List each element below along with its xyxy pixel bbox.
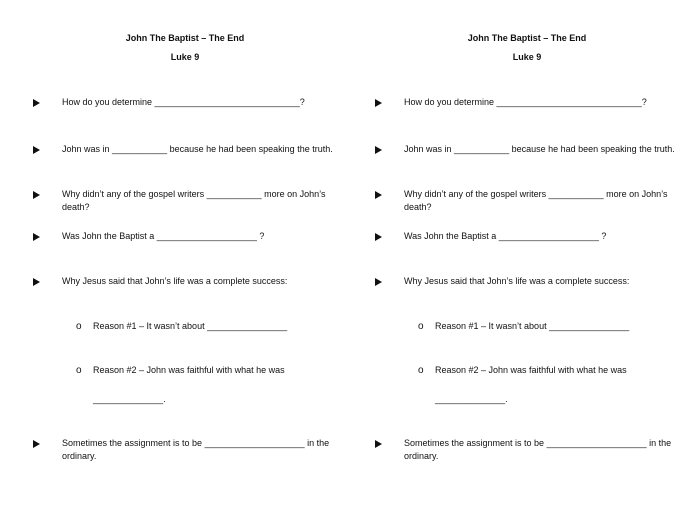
reason-blank: ______________. — [435, 394, 508, 404]
question-text: Why didn’t any of the gospel writers ___________ more on John’s death? — [62, 189, 326, 212]
circle-bullet-icon: o — [418, 365, 424, 376]
question-text: John was in ___________ because he had been speaking the truth. — [62, 144, 333, 154]
arrow-bullet-icon — [375, 232, 385, 242]
question-text: How do you determine _____________________________? — [404, 97, 647, 107]
worksheet-page-right — [342, 0, 684, 529]
question-text: Sometimes the assignment is to be ____________________ in the ordinary. — [62, 438, 330, 461]
arrow-bullet-icon — [375, 439, 385, 449]
arrow-bullet-icon — [375, 277, 385, 287]
arrow-bullet-icon — [375, 190, 385, 200]
worksheet-title: John The Baptist – The End — [467, 33, 587, 43]
reason-text: Reason #1 – It wasn’t about ________________ — [435, 321, 630, 331]
arrow-bullet-icon — [375, 98, 385, 108]
question-text: Why Jesus said that John’s life was a complete success: — [404, 276, 630, 286]
arrow-bullet-icon — [33, 190, 43, 200]
reason-text: Reason #2 – John was faithful with what he was — [435, 365, 627, 375]
circle-bullet-icon: o — [418, 321, 424, 332]
worksheet-subtitle: Luke 9 — [170, 52, 200, 62]
question-text: Why didn’t any of the gospel writers ___________ more on John’s death? — [404, 189, 668, 212]
question-text: Was John the Baptist a ____________________ ? — [404, 231, 607, 241]
question-text: Was John the Baptist a ____________________ ? — [62, 231, 265, 241]
question-text: Sometimes the assignment is to be ____________________ in the ordinary. — [404, 438, 672, 461]
arrow-bullet-icon — [33, 145, 43, 155]
reason-text: Reason #2 – John was faithful with what he was — [93, 365, 285, 375]
arrow-bullet-icon — [33, 439, 43, 449]
arrow-bullet-icon — [33, 277, 43, 287]
arrow-bullet-icon — [375, 145, 385, 155]
reason-blank: ______________. — [93, 394, 166, 404]
question-text: How do you determine _____________________________? — [62, 97, 305, 107]
reason-text: Reason #1 – It wasn’t about ________________ — [93, 321, 288, 331]
arrow-bullet-icon — [33, 232, 43, 242]
arrow-bullet-icon — [33, 98, 43, 108]
worksheet-title: John The Baptist – The End — [125, 33, 245, 43]
question-text: Why Jesus said that John’s life was a complete success: — [62, 276, 288, 286]
circle-bullet-icon: o — [76, 321, 82, 332]
question-text: John was in ___________ because he had been speaking the truth. — [404, 144, 675, 154]
circle-bullet-icon: o — [76, 365, 82, 376]
worksheet-subtitle: Luke 9 — [512, 52, 542, 62]
